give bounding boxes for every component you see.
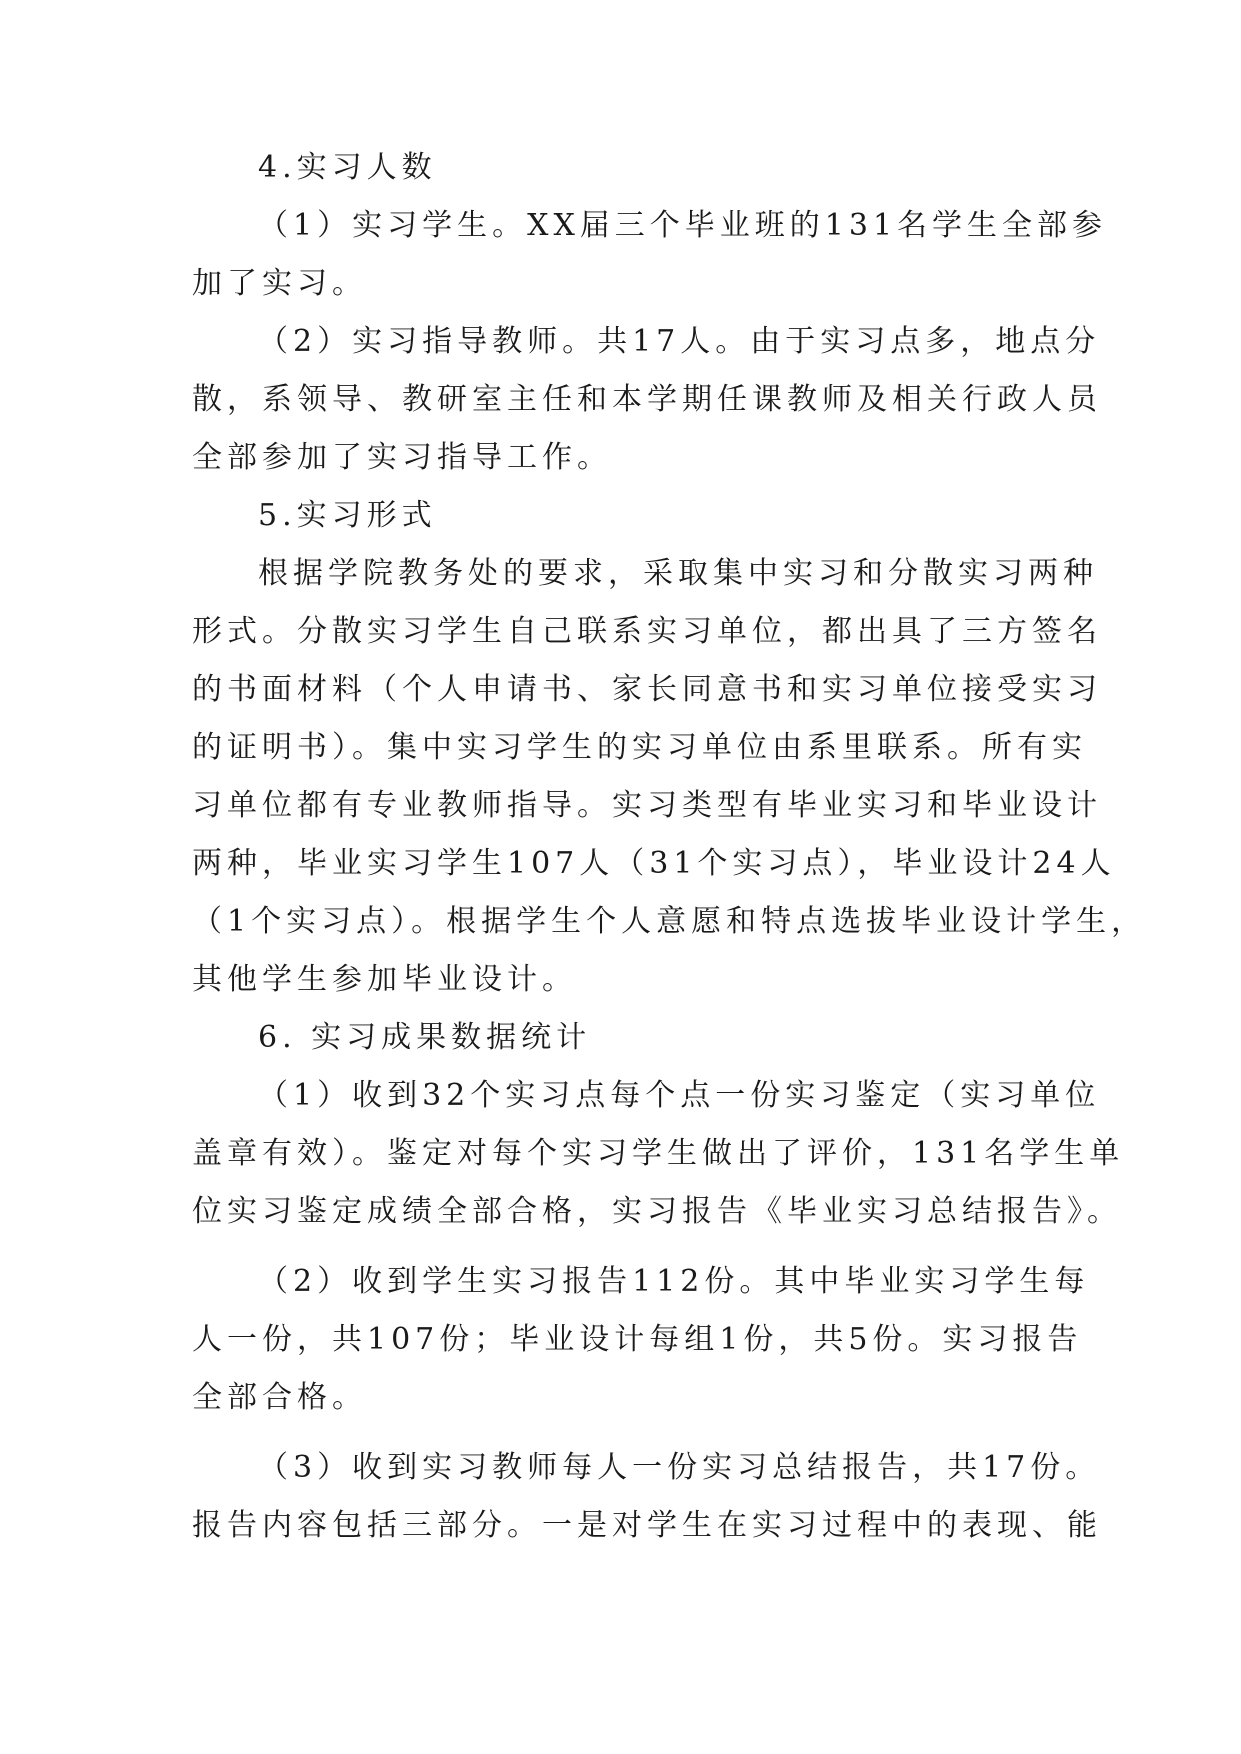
paragraph-line: 盖章有效）。鉴定对每个实习学生做出了评价，131名学生单 — [192, 1136, 1125, 1171]
heading-5-internship-form: 5.实习形式 — [258, 498, 437, 533]
heading-4-internship-count: 4.实习人数 — [258, 150, 437, 185]
paragraph-line: （2）收到学生实习报告112份。其中毕业实习学生每 — [258, 1264, 1090, 1299]
paragraph-line: 的书面材料（个人申请书、家长同意书和实习单位接受实习 — [192, 672, 1102, 707]
paragraph-line: 加了实习。 — [192, 266, 367, 301]
paragraph-line: 两种，毕业实习学生107人（31个实习点），毕业设计24人 — [192, 846, 1116, 881]
paragraph-line: 全部合格。 — [192, 1380, 367, 1415]
paragraph-line: 根据学院教务处的要求，采取集中实习和分散实习两种 — [258, 556, 1098, 591]
paragraph-line: 的证明书）。集中实习学生的实习单位由系里联系。所有实 — [192, 730, 1087, 765]
paragraph-line: 散，系领导、教研室主任和本学期任课教师及相关行政人员 — [192, 382, 1102, 417]
paragraph-line: （3）收到实习教师每人一份实习总结报告，共17份。 — [258, 1450, 1101, 1485]
paragraph-line: （1）收到32个实习点每个点一份实习鉴定（实习单位 — [258, 1078, 1101, 1113]
paragraph-line: 形式。分散实习学生自己联系实习单位，都出具了三方签名 — [192, 614, 1102, 649]
paragraph-line: （2）实习指导教师。共17人。由于实习点多，地点分 — [258, 324, 1101, 359]
paragraph-line: （1）实习学生。XX届三个毕业班的131名学生全部参 — [258, 208, 1108, 243]
paragraph-line: 报告内容包括三部分。一是对学生在实习过程中的表现、能 — [192, 1508, 1102, 1543]
paragraph-line: 全部参加了实习指导工作。 — [192, 440, 612, 475]
paragraph-line: （1个实习点）。根据学生个人意愿和特点选拔毕业设计学生， — [192, 904, 1147, 939]
paragraph-line: 位实习鉴定成绩全部合格，实习报告《毕业实习总结报告》。 — [192, 1194, 1122, 1229]
paragraph-line: 其他学生参加毕业设计。 — [192, 962, 577, 997]
paragraph-line: 习单位都有专业教师指导。实习类型有毕业实习和毕业设计 — [192, 788, 1102, 823]
heading-6-results-statistics: 6. 实习成果数据统计 — [258, 1020, 592, 1055]
paragraph-line: 人一份，共107份；毕业设计每组1份，共5份。实习报告 — [192, 1322, 1083, 1357]
